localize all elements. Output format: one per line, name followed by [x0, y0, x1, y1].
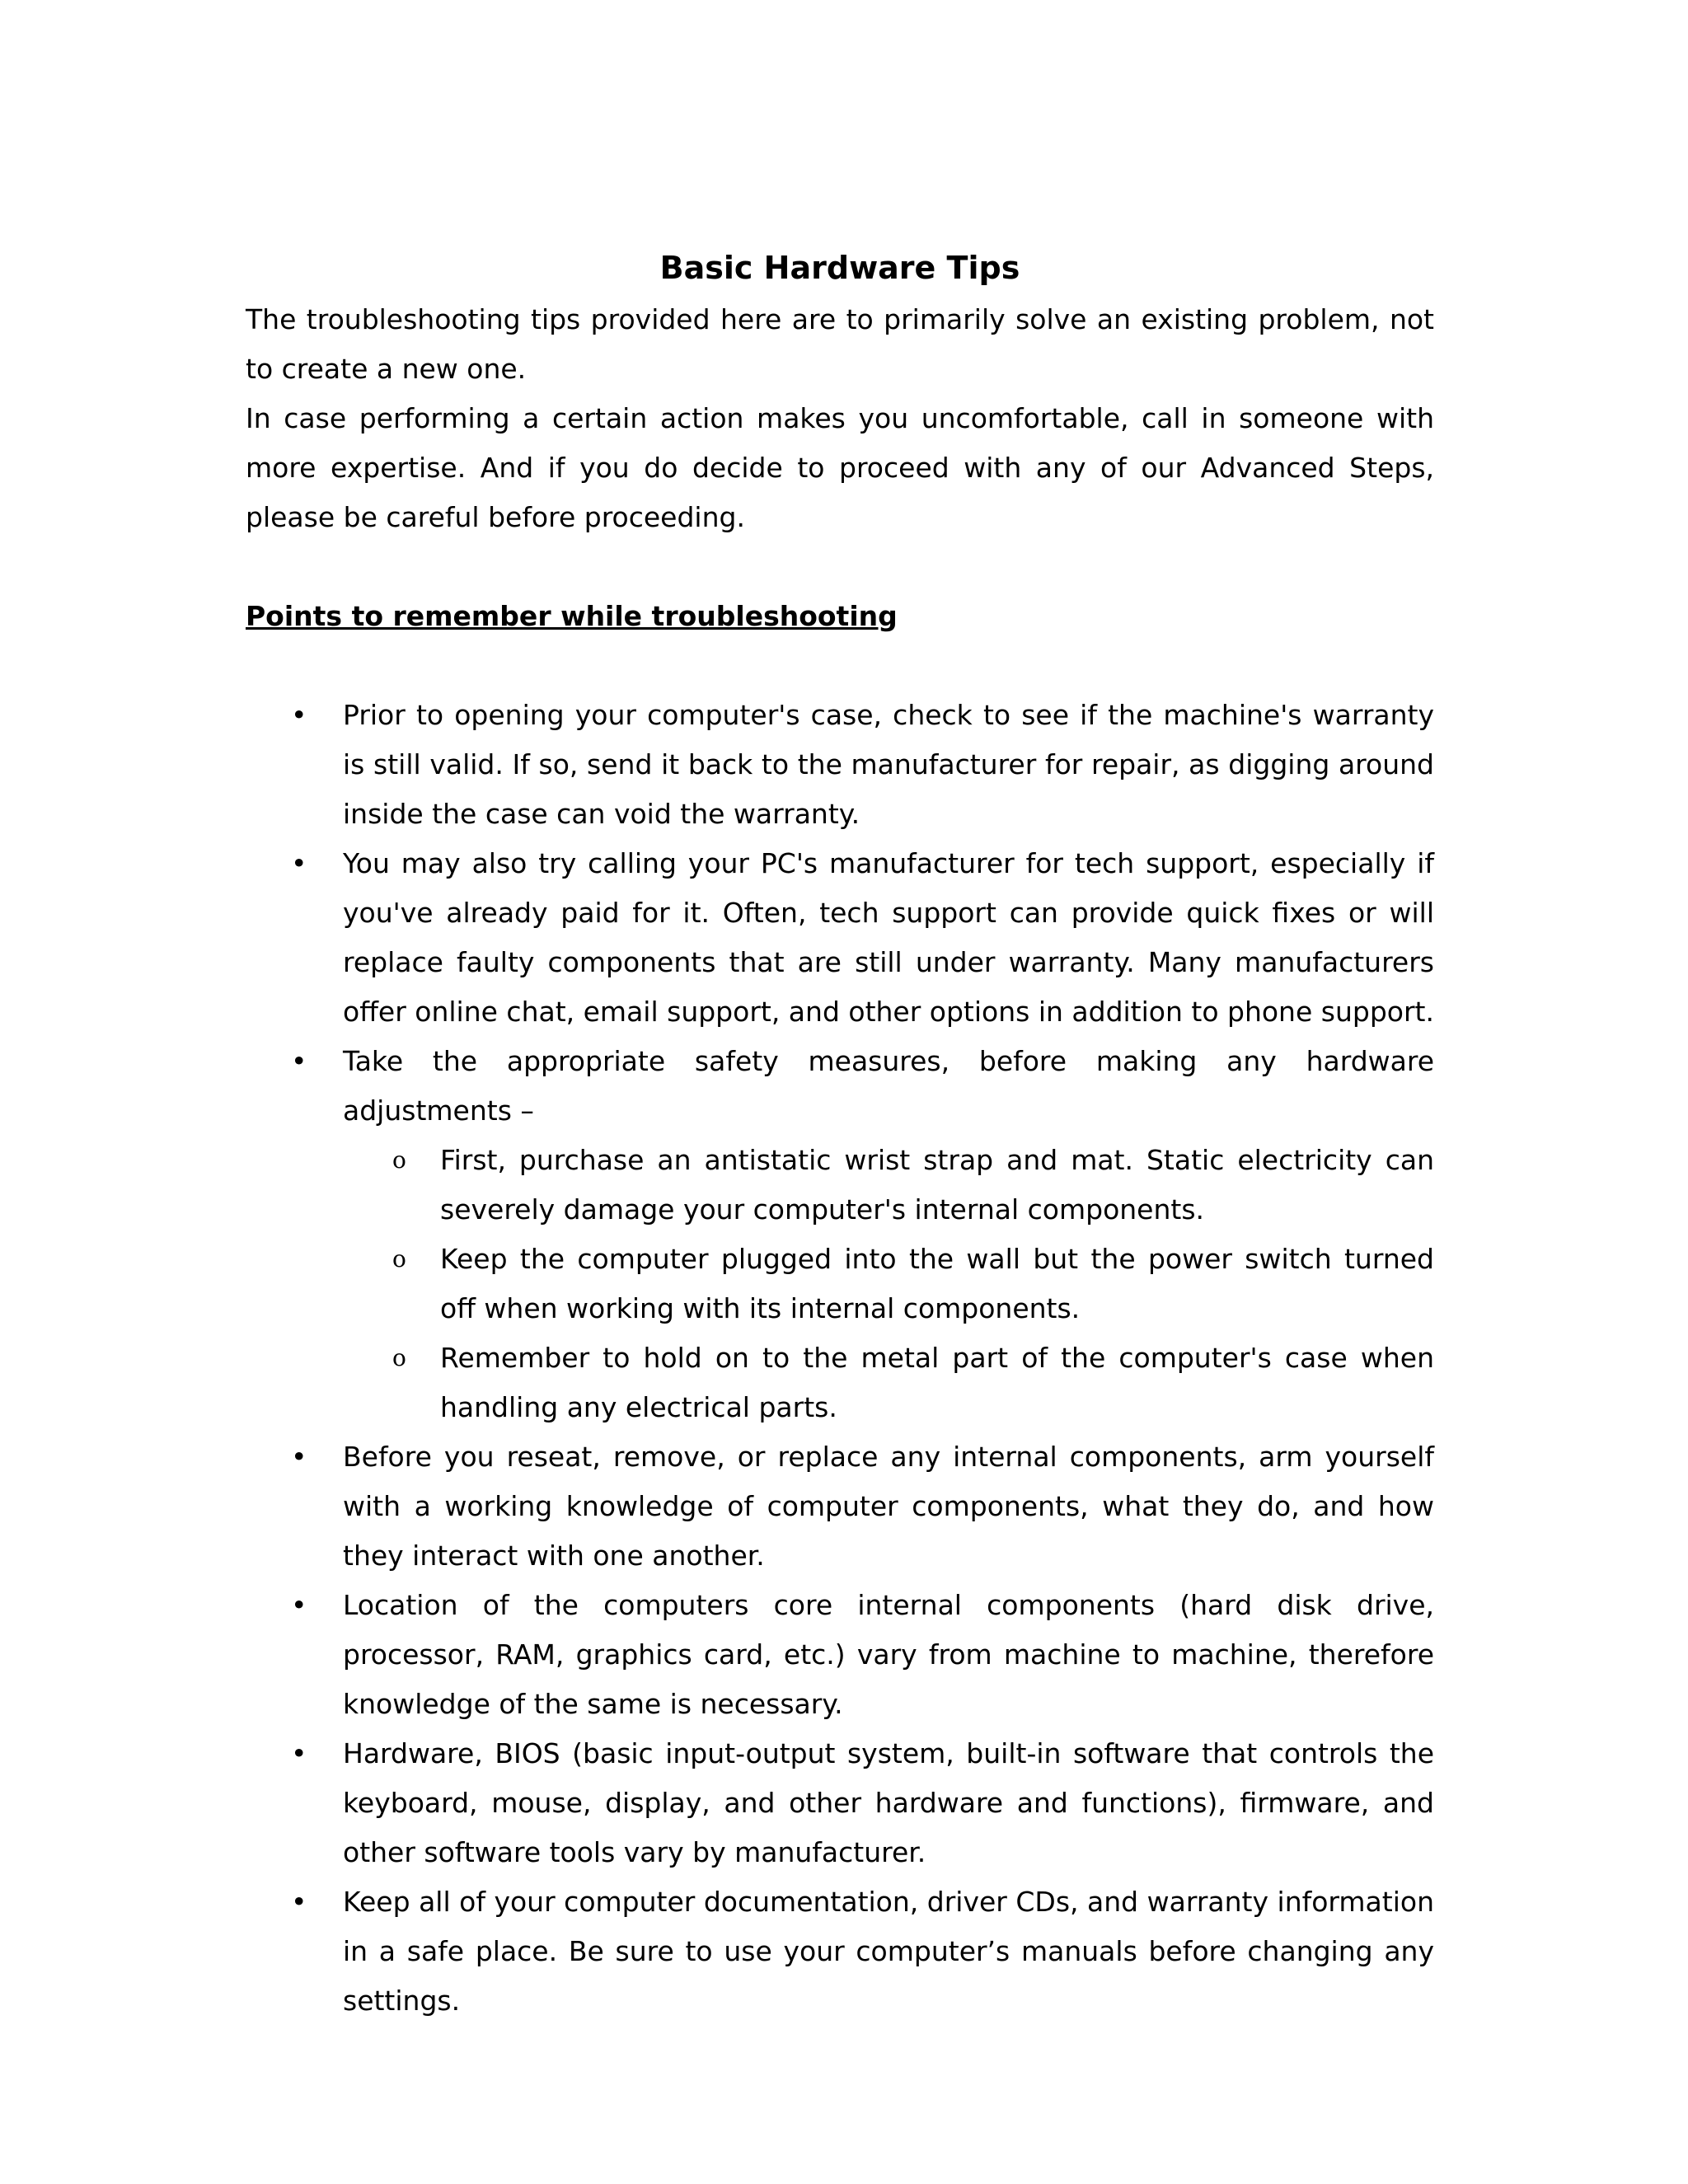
list-item: [246, 1729, 1434, 1877]
list-item-text: Location of the computers core internal components (hard disk drive, processor, RAM, graphics card, etc.) vary from machine to machine, therefore knowledge of the same is necessary.: [343, 1589, 1434, 1720]
list-item: [246, 1581, 1434, 1729]
list-item-text: Keep all of your computer documentation, driver CDs, and warranty information in a safe place. Be sure to use your computer’s manuals before changing any settings.: [343, 1886, 1434, 2017]
bullet-icon: •: [291, 1589, 307, 1621]
sub-list-item: [343, 1235, 1434, 1333]
list-item: [246, 1037, 1434, 1432]
points-list: [246, 691, 1434, 2026]
document-title: Basic Hardware Tips: [659, 250, 1020, 286]
list-item-text: You may also try calling your PC's manufacturer for tech support, especially if you've already paid for it. Often, tech support can provide quick fixes or will replace faulty components that are still under warranty. Many manufacturers offer online chat, email support, and other options in addition to phone support.: [343, 847, 1434, 1028]
bullet-icon: •: [291, 847, 307, 879]
list-item-text: Hardware, BIOS (basic input-output system, built-in software that controls the keyboard, mouse, display, and other hardware and functions), firmware, and other software tools vary by manufacturer.: [343, 1737, 1434, 1868]
sub-list-item: [343, 1136, 1434, 1235]
bullet-icon: •: [291, 1886, 307, 1918]
intro-paragraph-1: The troubleshooting tips provided here are to primarily solve an existing problem, not to create a new one.: [246, 303, 1434, 385]
sub-bullet-icon: o: [392, 1245, 406, 1272]
intro-paragraph-2: In case performing a certain action makes you uncomfortable, call in someone with more expertise. And if you do decide to proceed with any of our Advanced Steps, please be careful before proceeding.: [246, 402, 1434, 533]
list-item-text: Prior to opening your computer's case, check to see if the machine's warranty is still valid. If so, send it back to the manufacturer for repair, as digging around inside the case can void the warranty.: [343, 699, 1434, 830]
section-heading: Points to remember while troubleshooting: [246, 600, 898, 632]
list-item: [246, 1432, 1434, 1581]
sub-list-item-text: Remember to hold on to the metal part of the computer's case when handling any electrical parts.: [440, 1342, 1434, 1423]
bullet-icon: •: [291, 699, 307, 731]
list-item-text: Before you reseat, remove, or replace any internal components, arm yourself with a working knowledge of computer components, what they do, and how they interact with one another.: [343, 1441, 1434, 1572]
sub-list-item: [343, 1333, 1434, 1432]
sub-list-item-text: First, purchase an antistatic wrist strap and mat. Static electricity can severely damage your computer's internal components.: [440, 1144, 1434, 1226]
sub-list-item-text: Keep the computer plugged into the wall but the power switch turned off when working with its internal components.: [440, 1243, 1434, 1324]
list-item: [246, 1877, 1434, 2026]
bullet-icon: •: [291, 1441, 307, 1473]
list-item: [246, 839, 1434, 1037]
safety-subpoints-list: [343, 1136, 1434, 1432]
bullet-icon: •: [291, 1045, 307, 1077]
bullet-icon: •: [291, 1737, 307, 1769]
document-page: [246, 247, 1434, 2026]
sub-bullet-icon: o: [392, 1146, 406, 1174]
sub-bullet-icon: o: [392, 1344, 406, 1371]
list-item-text: Take the appropriate safety measures, before making any hardware adjustments –: [343, 1045, 1434, 1127]
list-item: [246, 691, 1434, 839]
